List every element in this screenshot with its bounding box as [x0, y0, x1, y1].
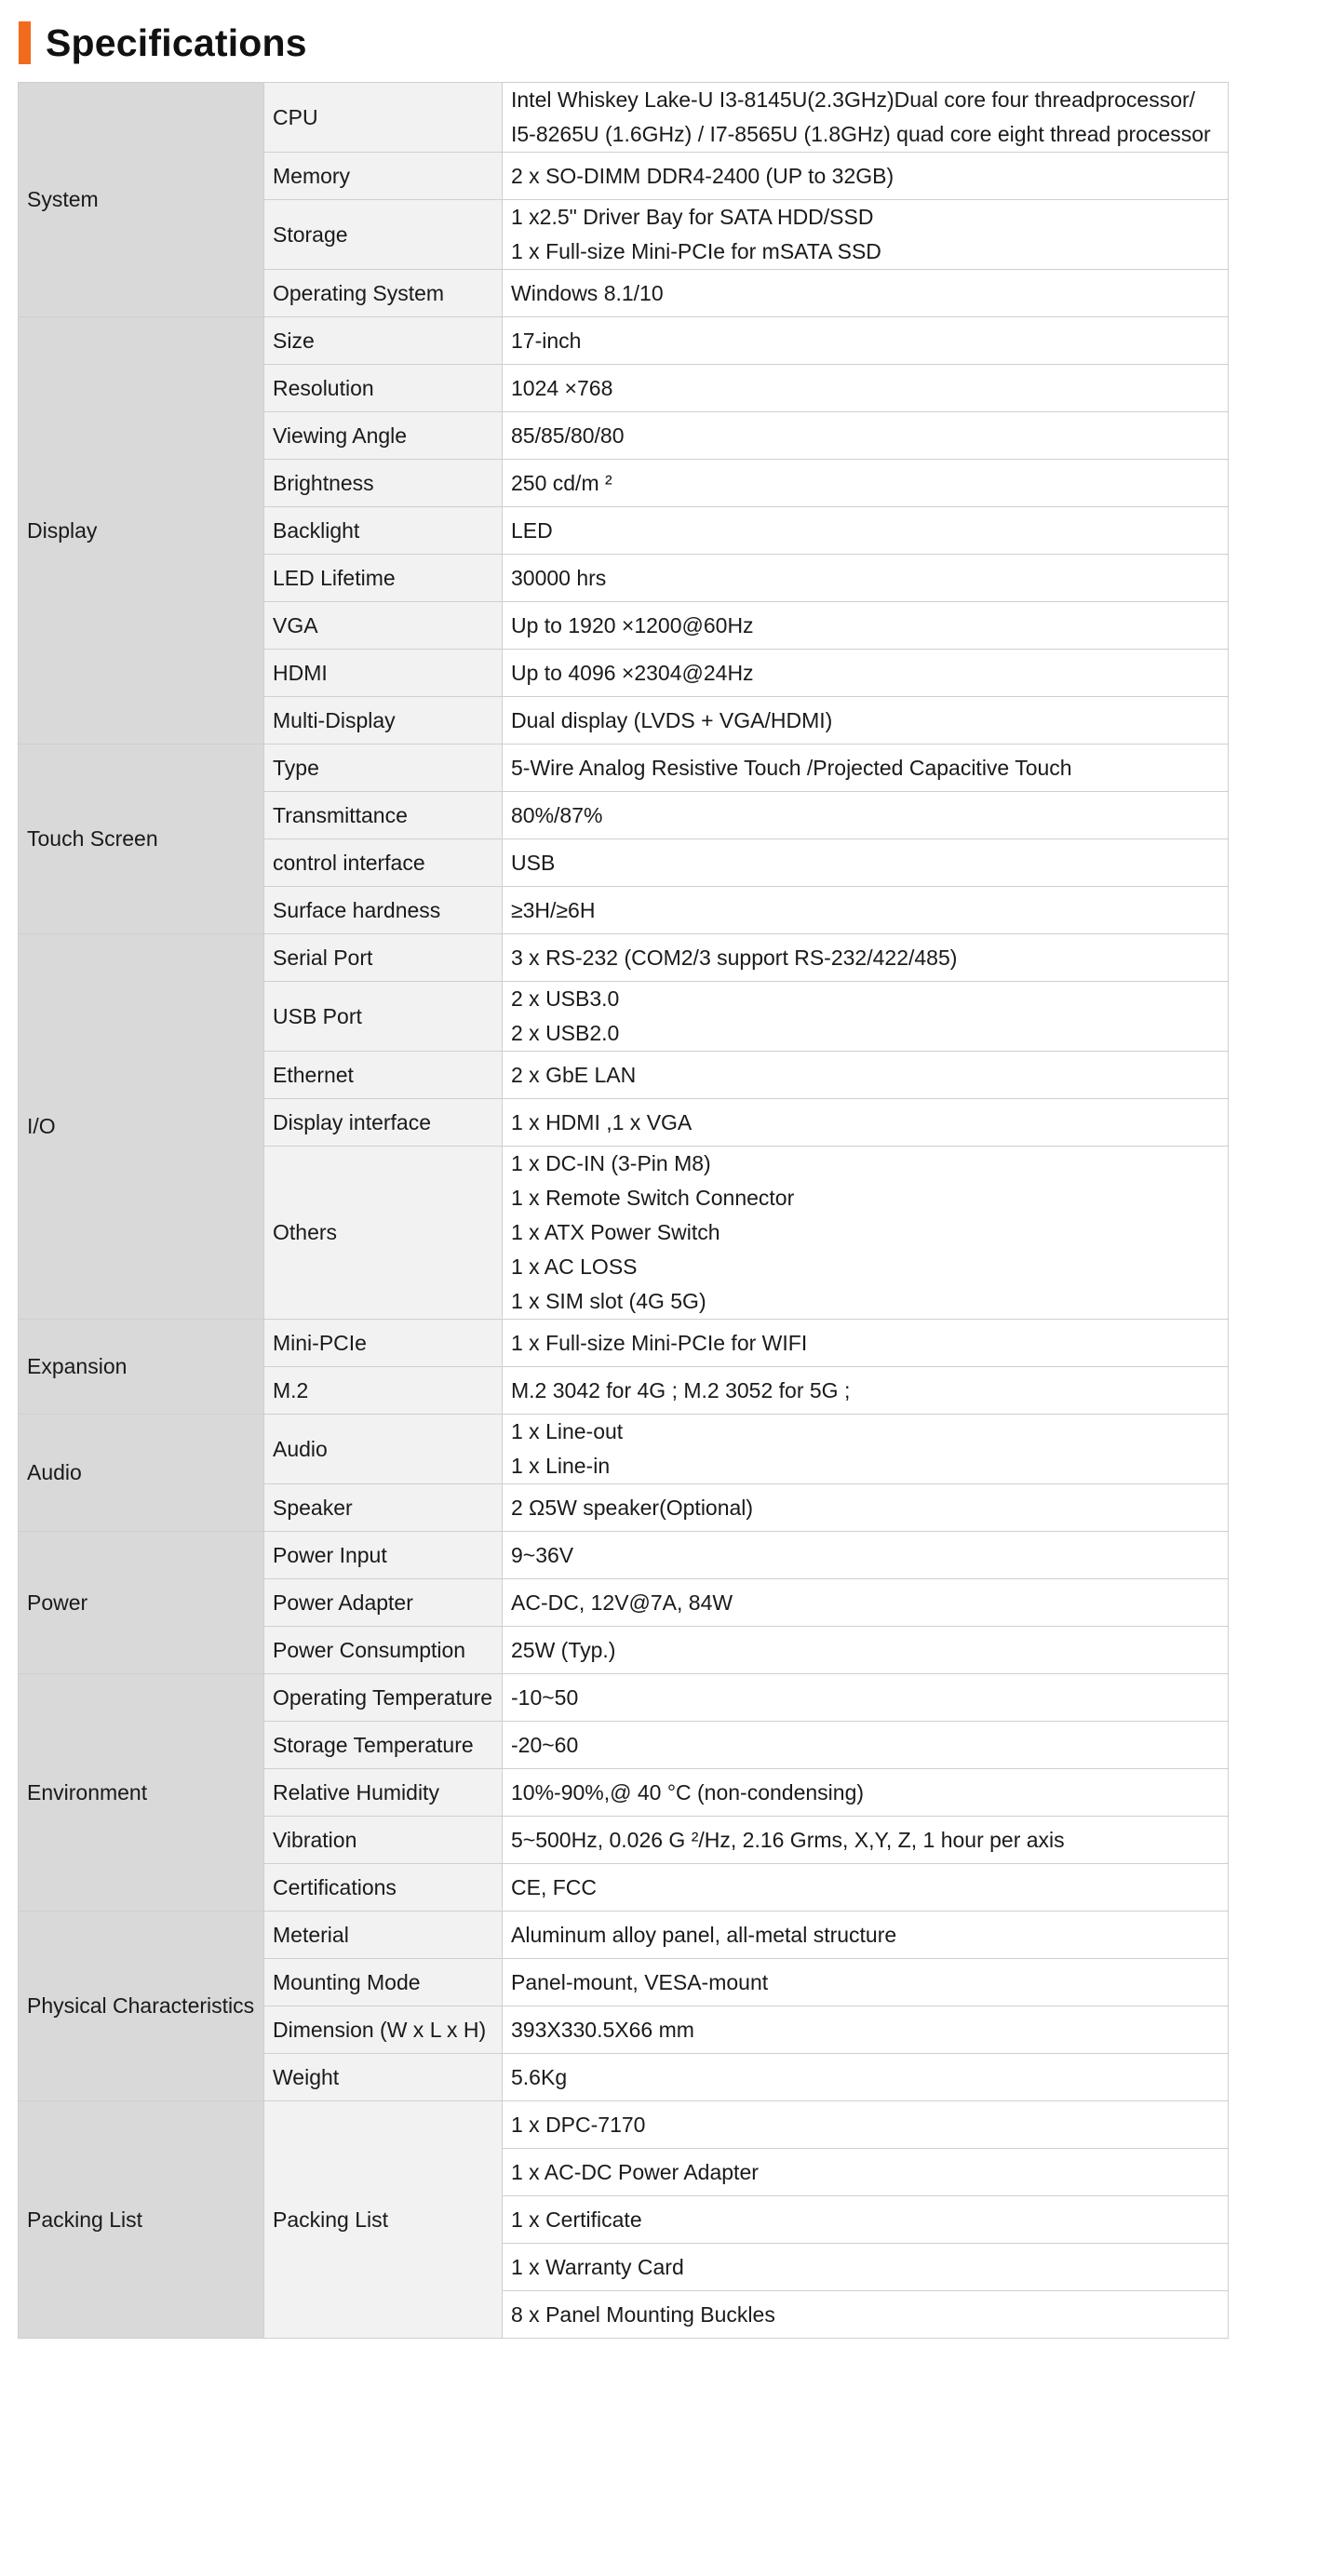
page-title: Specifications	[46, 20, 307, 64]
spec-value-line: Up to 4096 ×2304@24Hz	[511, 660, 754, 685]
spec-item-label: Power Input	[264, 1532, 503, 1579]
spec-category: Audio	[19, 1415, 264, 1532]
spec-value-line: 5~500Hz, 0.026 G ²/Hz, 2.16 Grms, X,Y, Z, 1 hour per axis	[511, 1827, 1065, 1852]
spec-value	[503, 2006, 1229, 2054]
spec-item-label: Backlight	[264, 507, 503, 555]
spec-value-line: USB	[511, 850, 556, 875]
spec-row	[19, 934, 1229, 982]
spec-row	[19, 1674, 1229, 1722]
spec-item-label: Audio	[264, 1415, 503, 1484]
spec-value	[503, 697, 1229, 745]
spec-value	[503, 1484, 1229, 1532]
spec-category: Display	[19, 317, 264, 745]
spec-item-label: Resolution	[264, 365, 503, 412]
spec-value-line: Intel Whiskey Lake-U I3-8145U(2.3GHz)Dual core four threadprocessor/	[511, 87, 1196, 112]
spec-value-line: 2 Ω5W speaker(Optional)	[511, 1495, 754, 1520]
spec-value-line: 1 x2.5" Driver Bay for SATA HDD/SSD	[511, 205, 874, 229]
spec-value-line: AC-DC, 12V@7A, 84W	[511, 1590, 733, 1615]
spec-item-label: Power Consumption	[264, 1627, 503, 1674]
spec-category: Environment	[19, 1674, 264, 1912]
spec-value-line: Panel-mount, VESA-mount	[511, 1969, 769, 1994]
spec-value	[503, 1959, 1229, 2006]
spec-value-line: -10~50	[511, 1684, 579, 1710]
spec-item-label: Certifications	[264, 1864, 503, 1912]
spec-value-line: 250 cd/m ²	[511, 470, 612, 495]
spec-value-line: 80%/87%	[511, 802, 603, 827]
spec-row	[19, 2101, 1229, 2149]
spec-value-line: Windows 8.1/10	[511, 280, 664, 305]
spec-value	[503, 602, 1229, 650]
spec-value	[503, 460, 1229, 507]
spec-item-label: LED Lifetime	[264, 555, 503, 602]
spec-row	[19, 83, 1229, 153]
spec-value	[503, 887, 1229, 934]
spec-value	[503, 507, 1229, 555]
spec-value	[503, 1579, 1229, 1627]
spec-item-label: Dimension (W x L x H)	[264, 2006, 503, 2054]
spec-value	[503, 555, 1229, 602]
spec-value-line: 5-Wire Analog Resistive Touch /Projected Capacitive Touch	[511, 755, 1072, 780]
spec-category: System	[19, 83, 264, 317]
spec-value	[503, 1722, 1229, 1769]
spec-value-line: 1 x Line-out	[511, 1419, 624, 1443]
spec-value	[503, 1099, 1229, 1147]
spec-value-line: 1 x HDMI ,1 x VGA	[511, 1109, 693, 1134]
spec-item-label: Transmittance	[264, 792, 503, 839]
spec-item-label: CPU	[264, 83, 503, 153]
spec-value	[503, 317, 1229, 365]
spec-category: Physical Characteristics	[19, 1912, 264, 2101]
spec-value	[503, 1320, 1229, 1367]
spec-value-line: 17-inch	[511, 328, 582, 353]
spec-value	[503, 1627, 1229, 1674]
spec-item-label: Operating System	[264, 270, 503, 317]
spec-value	[503, 1147, 1229, 1320]
spec-value-line: 1 x Remote Switch Connector	[511, 1186, 795, 1210]
spec-category: Power	[19, 1532, 264, 1674]
spec-item-label: Mini-PCIe	[264, 1320, 503, 1367]
spec-item-label: control interface	[264, 839, 503, 887]
spec-value-line: 5.6Kg	[511, 2064, 568, 2089]
spec-category: Expansion	[19, 1320, 264, 1415]
spec-row	[19, 1532, 1229, 1579]
spec-value-line: M.2 3042 for 4G ; M.2 3052 for 5G ;	[511, 1377, 851, 1402]
spec-value	[503, 1817, 1229, 1864]
spec-item-label: Multi-Display	[264, 697, 503, 745]
spec-value-line: CE, FCC	[511, 1874, 597, 1899]
spec-value	[503, 412, 1229, 460]
spec-item-label: Type	[264, 745, 503, 792]
title-accent-bar	[19, 21, 31, 64]
spec-value: 8 x Panel Mounting Buckles	[503, 2291, 1229, 2339]
spec-category: Packing List	[19, 2101, 264, 2339]
spec-item-label: M.2	[264, 1367, 503, 1415]
spec-value	[503, 650, 1229, 697]
spec-value-line: 2 x SO-DIMM DDR4-2400 (UP to 32GB)	[511, 163, 894, 188]
spec-value-line: 9~36V	[511, 1542, 574, 1567]
specifications-table-body	[19, 83, 1229, 2339]
spec-value	[503, 1769, 1229, 1817]
spec-item-label: Brightness	[264, 460, 503, 507]
spec-value-line: Aluminum alloy panel, all-metal structure	[511, 1922, 897, 1947]
spec-value	[503, 934, 1229, 982]
spec-item-label: Operating Temperature	[264, 1674, 503, 1722]
spec-value-line: 393X330.5X66 mm	[511, 2017, 694, 2042]
spec-value	[503, 1912, 1229, 1959]
spec-value	[503, 200, 1229, 270]
spec-value-line: -20~60	[511, 1732, 579, 1757]
spec-value: 1 x Certificate	[503, 2196, 1229, 2244]
spec-item-label: USB Port	[264, 982, 503, 1052]
spec-item-label: HDMI	[264, 650, 503, 697]
spec-value-line: 2 x USB2.0	[511, 1021, 620, 1045]
spec-category: I/O	[19, 934, 264, 1320]
spec-item-label: Meterial	[264, 1912, 503, 1959]
spec-value-line: Up to 1920 ×1200@60Hz	[511, 612, 754, 637]
spec-value-line: Dual display (LVDS + VGA/HDMI)	[511, 707, 833, 732]
spec-value-line: 10%-90%,@ 40 °C (non-condensing)	[511, 1779, 865, 1805]
spec-item-label: Viewing Angle	[264, 412, 503, 460]
spec-item-label: Speaker	[264, 1484, 503, 1532]
spec-item-label: Storage Temperature	[264, 1722, 503, 1769]
spec-row	[19, 1415, 1229, 1484]
spec-value-line: 1024 ×768	[511, 375, 613, 400]
spec-row	[19, 1912, 1229, 1959]
spec-value: 1 x Warranty Card	[503, 2244, 1229, 2291]
spec-item-label: Memory	[264, 153, 503, 200]
spec-value	[503, 83, 1229, 153]
spec-category: Touch Screen	[19, 745, 264, 934]
spec-item-label: Weight	[264, 2054, 503, 2101]
spec-item-label: Packing List	[264, 2101, 503, 2339]
spec-value-line: 1 x Full-size Mini-PCIe for WIFI	[511, 1330, 808, 1355]
spec-item-label: Storage	[264, 200, 503, 270]
spec-value	[503, 153, 1229, 200]
page-header	[19, 20, 307, 65]
specifications-table	[18, 82, 1229, 2339]
spec-value-line: 3 x RS-232 (COM2/3 support RS-232/422/485)	[511, 945, 958, 970]
spec-item-label: Display interface	[264, 1099, 503, 1147]
spec-value-line: 1 x Line-in	[511, 1454, 611, 1478]
spec-value-line: 85/85/80/80	[511, 423, 625, 448]
spec-item-label: Mounting Mode	[264, 1959, 503, 2006]
spec-item-label: Power Adapter	[264, 1579, 503, 1627]
spec-value-line: LED	[511, 517, 553, 543]
spec-value	[503, 982, 1229, 1052]
spec-value-line: 2 x GbE LAN	[511, 1062, 637, 1087]
spec-value	[503, 1415, 1229, 1484]
spec-value	[503, 1674, 1229, 1722]
spec-value-line: 1 x Full-size Mini-PCIe for mSATA SSD	[511, 239, 881, 263]
spec-value	[503, 1532, 1229, 1579]
spec-item-label: Ethernet	[264, 1052, 503, 1099]
spec-value	[503, 1367, 1229, 1415]
spec-item-label: Vibration	[264, 1817, 503, 1864]
spec-value	[503, 365, 1229, 412]
spec-row	[19, 317, 1229, 365]
spec-value	[503, 839, 1229, 887]
spec-item-label: Surface hardness	[264, 887, 503, 934]
spec-item-label: Serial Port	[264, 934, 503, 982]
spec-value-line: 1 x DC-IN (3-Pin M8)	[511, 1151, 711, 1175]
spec-value-line: 25W (Typ.)	[511, 1637, 616, 1662]
spec-value-line: 30000 hrs	[511, 565, 607, 590]
spec-item-label: Others	[264, 1147, 503, 1320]
spec-value-line: 1 x AC LOSS	[511, 1254, 638, 1279]
spec-row	[19, 745, 1229, 792]
spec-value	[503, 2054, 1229, 2101]
spec-value	[503, 270, 1229, 317]
spec-value: 1 x DPC-7170	[503, 2101, 1229, 2149]
spec-value	[503, 792, 1229, 839]
spec-value-line: 1 x ATX Power Switch	[511, 1220, 720, 1244]
spec-value	[503, 1052, 1229, 1099]
spec-row	[19, 1320, 1229, 1367]
spec-item-label: Relative Humidity	[264, 1769, 503, 1817]
spec-value-line: 2 x USB3.0	[511, 986, 620, 1011]
spec-item-label: Size	[264, 317, 503, 365]
spec-value-line: 1 x SIM slot (4G 5G)	[511, 1289, 706, 1313]
spec-item-label: VGA	[264, 602, 503, 650]
spec-value-line: ≥3H/≥6H	[511, 897, 596, 922]
spec-value	[503, 745, 1229, 792]
spec-value	[503, 1864, 1229, 1912]
spec-value: 1 x AC-DC Power Adapter	[503, 2149, 1229, 2196]
spec-value-line: I5-8265U (1.6GHz) / I7-8565U (1.8GHz) quad core eight thread processor	[511, 122, 1211, 146]
